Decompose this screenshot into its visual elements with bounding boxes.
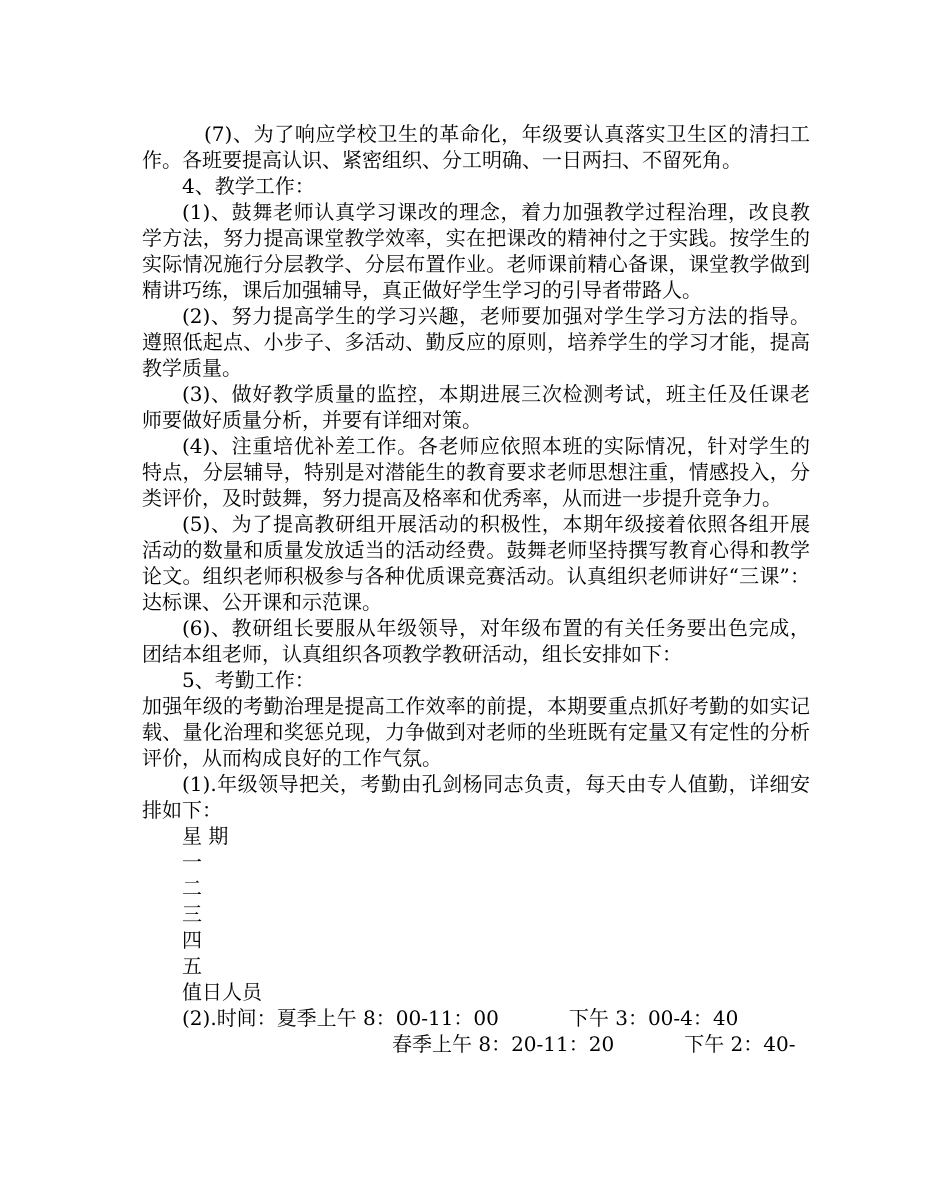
schedule-spring-line bbox=[142, 1031, 810, 1057]
paragraph-sanitation: (7)、为了响应学校卫生的革命化，年级要认真落实卫生区的清扫工作。各班要提高认识、紧密组织、分工明确、一日两扫、不留死角。 bbox=[142, 122, 810, 172]
duty-day-fri: 五 bbox=[182, 954, 202, 978]
duty-day-thu: 四 bbox=[182, 928, 202, 952]
duty-table bbox=[142, 823, 810, 1005]
duty-day-wed: 三 bbox=[182, 902, 202, 926]
paragraph-attendance-1: (1).年级领导把关，考勤由孔剑杨同志负责，每天由专人值勤，详细安排如下： bbox=[142, 772, 810, 822]
section-heading-teaching: 4、教学工作： bbox=[182, 174, 315, 198]
schedule-spring-afternoon: 下午 2：40- bbox=[684, 1032, 796, 1056]
schedule-prefix: (2).时间： bbox=[182, 1006, 277, 1030]
section-heading-attendance: 5、考勤工作： bbox=[182, 668, 315, 692]
paragraph-teaching-2: (2)、努力提高学生的学习兴趣，老师要加强对学生学习方法的指导。遵照低起点、小步子、多活动、勤反应的原则，培养学生的学习才能，提高教学质量。 bbox=[142, 304, 810, 380]
paragraph-teaching-6: (6)、教研组长要服从年级领导，对年级布置的有关任务要出色完成，团结本组老师，认真组织各项教学教研活动，组长安排如下： bbox=[142, 616, 810, 666]
schedule-summer-morning: 夏季上午 8：00-11：00 bbox=[276, 1006, 499, 1030]
paragraph-attendance-intro: 加强年级的考勤治理是提高工作效率的前提，本期要重点抓好考勤的如实记载、量化治理和奖惩兑现，力争做到对老师的坐班既有定量又有定性的分析评价，从而构成良好的工作气氛。 bbox=[142, 694, 810, 770]
document-body bbox=[142, 121, 810, 1057]
duty-day-mon: 一 bbox=[182, 850, 202, 874]
paragraph-teaching-4: (4)、注重培优补差工作。各老师应依照本班的实际情况，针对学生的特点，分层辅导，特别是对潜能生的教育要求老师思想注重，情感投入，分类评价，及时鼓舞，努力提高及格率和优秀率，从而进一步提升竞争力。 bbox=[142, 434, 810, 510]
schedule-spring-morning: 春季上午 8：20-11：20 bbox=[392, 1032, 615, 1056]
schedule-summer-afternoon: 下午 3：00-4：40 bbox=[568, 1006, 739, 1030]
duty-table-header: 星 期 bbox=[182, 824, 229, 848]
schedule-summer-line bbox=[142, 1005, 810, 1031]
paragraph-teaching-1: (1)、鼓舞老师认真学习课改的理念，着力加强教学过程治理，改良教学方法，努力提高课堂教学效率，实在把课改的精神付之于实践。按学生的实际情况施行分层教学、分层布置作业。老师课前精心备课，课堂教学做到精讲巧练，课后加强辅导，真正做好学生学习的引导者带路人。 bbox=[142, 200, 810, 302]
paragraph-teaching-5: (5)、为了提高教研组开展活动的积极性，本期年级接着依照各组开展活动的数量和质量发放适当的活动经费。鼓舞老师坚持撰写教育心得和教学论文。组织老师积极参与各种优质课竞赛活动。认真组织老师讲好“三课”：达标课、公开课和示范课。 bbox=[142, 512, 810, 614]
paragraph-teaching-3: (3)、做好教学质量的监控，本期进展三次检测考试，班主任及任课老师要做好质量分析，并要有详细对策。 bbox=[142, 382, 810, 432]
duty-day-tue: 二 bbox=[182, 876, 202, 900]
duty-staff-label: 值日人员 bbox=[182, 980, 262, 1004]
